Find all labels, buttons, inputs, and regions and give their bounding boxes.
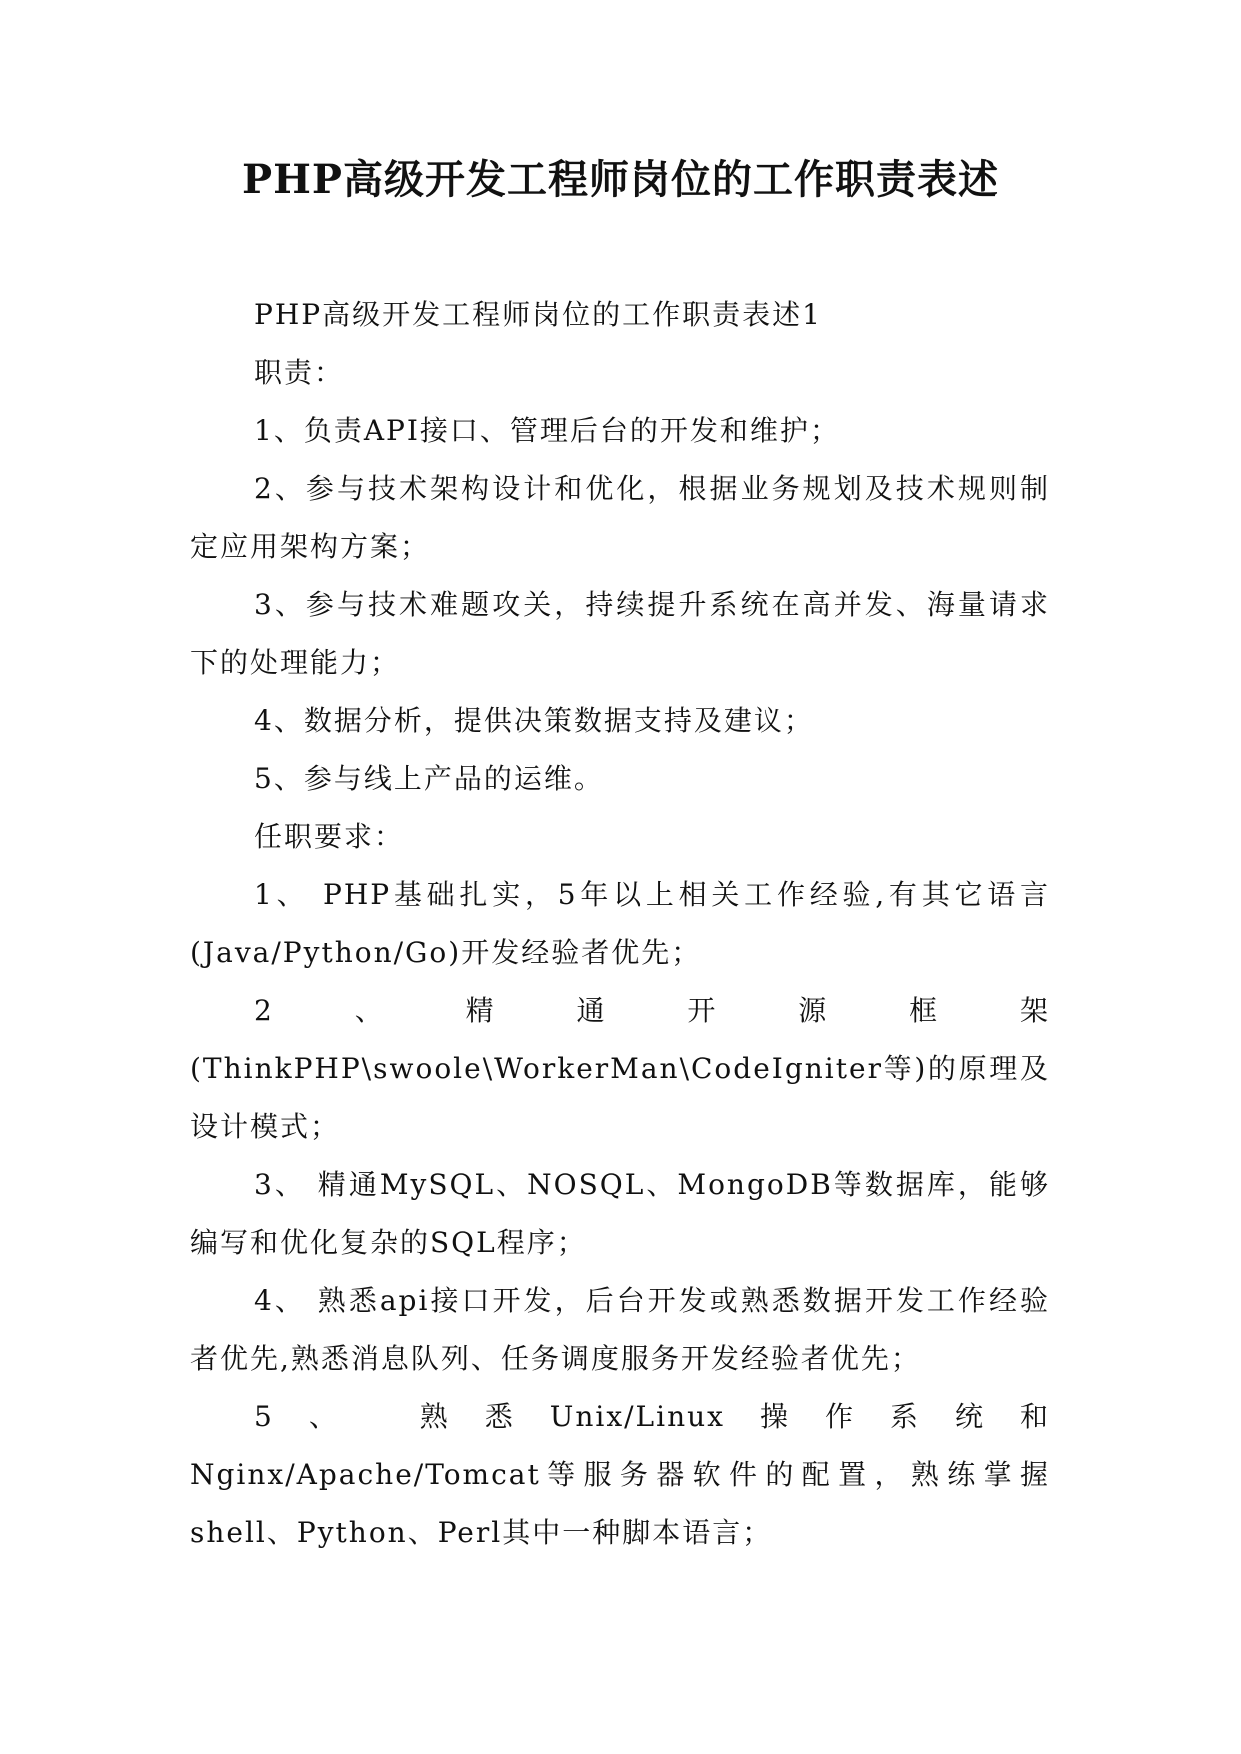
paragraph-requirement-3: 3、 精通MySQL、NOSQL、MongoDB等数据库，能够编写和优化复杂的SQL程序； <box>190 1168 1050 1259</box>
paragraph-duty-4: 4、数据分析，提供决策数据支持及建议； <box>254 704 814 737</box>
paragraph-requirement-2: 2、精通开源框架(ThinkPHP\swoole\WorkerMan\CodeIgniter等)的原理及设计模式； <box>190 994 1050 1143</box>
paragraph-heading: PHP高级开发工程师岗位的工作职责表述1 <box>254 298 822 331</box>
document-title: PHP高级开发工程师岗位的工作职责表述 <box>242 156 999 203</box>
paragraph-requirement-5: 5、 熟悉Unix/Linux操作系统和Nginx/Apache/Tomcat等服务器软件的配置，熟练掌握shell、Python、Perl其中一种脚本语言； <box>190 1400 1050 1549</box>
paragraph-duty-1: 1、负责API接口、管理后台的开发和维护； <box>254 414 840 447</box>
paragraph-duties-label: 职责： <box>254 356 345 389</box>
document-body <box>190 286 1050 1562</box>
paragraph-duty-5: 5、参与线上产品的运维。 <box>254 762 604 795</box>
paragraph-requirements-label: 任职要求： <box>254 820 405 853</box>
paragraph-requirement-1: 1、 PHP基础扎实，5年以上相关工作经验,有其它语言(Java/Python/Go)开发经验者优先； <box>190 878 1050 969</box>
paragraph-requirement-4: 4、 熟悉api接口开发，后台开发或熟悉数据开发工作经验者优先,熟悉消息队列、任务调度服务开发经验者优先； <box>190 1284 1050 1375</box>
paragraph-duty-3: 3、参与技术难题攻关，持续提升系统在高并发、海量请求下的处理能力； <box>190 588 1050 679</box>
paragraph-duty-2: 2、参与技术架构设计和优化，根据业务规划及技术规则制定应用架构方案； <box>190 472 1050 563</box>
